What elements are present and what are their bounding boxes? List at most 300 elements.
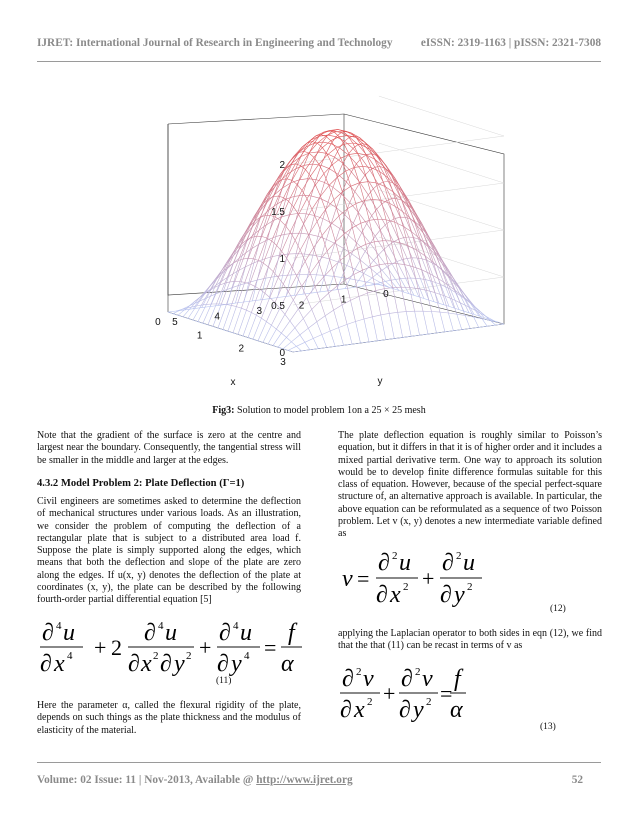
mesh-line <box>325 316 330 331</box>
mesh-line <box>316 174 324 185</box>
mesh-line <box>313 164 322 165</box>
mesh-line <box>399 238 404 240</box>
mesh-line <box>396 264 405 265</box>
mesh-line <box>299 215 304 224</box>
mesh-line <box>305 338 313 342</box>
mesh-line <box>266 257 271 278</box>
mesh-line <box>322 148 327 155</box>
mesh-line <box>228 307 237 332</box>
eq13-pow: 2 <box>356 666 362 678</box>
mesh-line <box>320 301 325 316</box>
z-gridline <box>293 237 504 305</box>
mesh-line <box>446 287 455 308</box>
eq11-pow: 4 <box>56 620 62 632</box>
mesh-line <box>261 298 269 319</box>
equation-13-number: (13) <box>540 722 556 732</box>
eq13-equals: = <box>440 681 453 706</box>
eq13-pow: 2 <box>367 696 373 708</box>
mesh-line <box>327 346 335 347</box>
mesh-line <box>285 207 293 225</box>
mesh-line <box>266 322 271 326</box>
mesh-line <box>356 204 361 224</box>
mesh-line <box>395 217 400 218</box>
mesh-line <box>309 153 314 157</box>
mesh-line <box>417 258 422 259</box>
mesh-line <box>297 276 302 286</box>
eq11-del: ∂ <box>40 651 52 676</box>
mesh-line <box>402 258 407 259</box>
mesh-line <box>353 223 361 233</box>
mesh-line <box>358 203 363 213</box>
mesh-line <box>313 255 322 257</box>
mesh-line <box>168 312 173 314</box>
mesh-line <box>364 317 372 319</box>
equation-13 <box>338 664 468 722</box>
surface-plot-svg <box>100 92 540 397</box>
mesh-line <box>240 282 245 283</box>
eq13-y: y <box>413 697 424 722</box>
mesh-line <box>201 304 206 305</box>
mesh-line <box>326 239 334 243</box>
mesh-line <box>183 317 188 319</box>
mesh-line <box>330 259 339 262</box>
equation-11 <box>36 618 306 676</box>
eq11-equals: = <box>264 635 277 660</box>
mesh-line <box>383 182 388 183</box>
mesh-line <box>223 330 228 332</box>
eq11-pow: 2 <box>186 650 192 662</box>
mesh-line <box>361 158 370 170</box>
mesh-line <box>291 254 296 275</box>
mesh-line <box>213 327 218 329</box>
mesh-line <box>369 219 377 220</box>
eq13-f: f <box>454 666 461 692</box>
mesh-line <box>320 293 328 301</box>
eq13-v: v <box>422 666 433 692</box>
eq11-pow: 4 <box>67 650 73 662</box>
mesh-line <box>339 136 348 137</box>
mesh-line <box>253 259 258 261</box>
mesh-line <box>329 293 334 310</box>
mesh-line <box>310 274 315 287</box>
mesh-line <box>404 238 413 258</box>
eq11-pow: 4 <box>244 650 250 662</box>
mesh-line <box>432 312 440 313</box>
mesh-line <box>331 141 336 148</box>
mesh-line <box>369 267 377 274</box>
mesh-line <box>243 336 248 338</box>
mesh-line <box>339 209 348 216</box>
mesh-line <box>371 168 376 183</box>
mesh-line <box>406 312 411 337</box>
mesh-line <box>428 333 437 334</box>
mesh-line <box>361 155 366 158</box>
mesh-line <box>331 216 339 225</box>
y-tick-label: 3 <box>256 305 263 317</box>
mesh-line <box>465 316 470 329</box>
mesh-line <box>295 240 300 250</box>
mesh-line <box>295 294 303 295</box>
mesh-line <box>415 311 420 335</box>
eq11-pow: 4 <box>158 620 164 632</box>
mesh-line <box>292 250 301 267</box>
mesh-line <box>317 322 322 335</box>
mesh-line <box>278 296 287 297</box>
eq13-pow: 2 <box>426 696 432 708</box>
mesh-line <box>287 258 292 266</box>
mesh-line <box>287 179 292 181</box>
mesh-line <box>262 257 270 260</box>
mesh-line <box>287 240 296 258</box>
mesh-line <box>345 288 354 289</box>
mesh-line <box>293 351 301 352</box>
z-tick-label: 2 <box>279 160 285 171</box>
mesh-line <box>223 305 232 329</box>
equation-11-number: (11) <box>216 676 232 686</box>
eq11-u: u <box>63 620 75 646</box>
x-tick-label: 0 <box>155 317 161 329</box>
eq11-plus: + <box>94 635 107 660</box>
eq13-del: ∂ <box>340 697 352 722</box>
mesh-line <box>331 223 339 229</box>
mesh-line <box>372 317 377 341</box>
mesh-line <box>318 236 326 239</box>
mesh-line <box>235 302 244 303</box>
mesh-line <box>311 176 316 185</box>
mesh-line <box>405 265 413 267</box>
mesh-line <box>336 194 341 208</box>
mesh-line <box>435 293 444 296</box>
mesh-line <box>315 287 320 301</box>
mesh-line <box>308 328 313 338</box>
mesh-line <box>210 305 218 306</box>
journal-link[interactable]: http://www.ijret.org <box>256 774 353 786</box>
mesh-line <box>288 276 296 292</box>
mesh-line <box>263 263 268 267</box>
mesh-line <box>375 230 380 236</box>
mesh-line <box>351 164 356 172</box>
mesh-line <box>322 235 327 251</box>
mesh-line <box>262 236 267 238</box>
mesh-line <box>372 315 380 317</box>
mesh-line <box>367 224 376 237</box>
mesh-line <box>316 257 321 275</box>
page-number: 52 <box>571 774 583 786</box>
mesh-line <box>241 308 246 310</box>
mesh-line <box>290 321 295 328</box>
y-tick-label: 2 <box>298 300 305 312</box>
mesh-line <box>178 315 183 317</box>
mesh-line <box>266 277 275 279</box>
mesh-line <box>356 322 361 344</box>
mesh-line <box>325 275 334 276</box>
eq13-alpha: α <box>450 697 463 722</box>
x-tick-label: 1 <box>196 330 203 342</box>
mesh-line <box>359 280 367 282</box>
mesh-line <box>288 350 293 352</box>
mesh-line <box>368 195 376 209</box>
mesh-line <box>321 165 329 168</box>
mesh-line <box>339 328 344 346</box>
mesh-line <box>360 175 365 182</box>
mesh-line <box>386 220 391 241</box>
eq13-del: ∂ <box>342 666 354 692</box>
mesh-line <box>347 322 355 325</box>
mesh-line <box>365 251 373 260</box>
mesh-line <box>380 230 388 245</box>
eq11-f: f <box>288 620 295 646</box>
mesh-line <box>233 333 238 335</box>
mesh-line <box>281 333 286 337</box>
mesh-line <box>330 169 339 175</box>
mesh-line <box>363 166 371 167</box>
mesh-line <box>385 221 390 225</box>
mesh-line <box>337 177 342 192</box>
mesh-line <box>364 267 369 274</box>
mesh-line <box>263 342 268 344</box>
y-tick-label: 5 <box>172 317 178 329</box>
mesh-line <box>377 204 382 209</box>
eq13-del: ∂ <box>399 697 411 722</box>
y-axis-label: y <box>377 376 383 387</box>
mesh-line <box>293 286 301 300</box>
eq13-plus: + <box>383 681 396 706</box>
mesh-line <box>379 255 387 267</box>
mesh-line <box>258 260 263 263</box>
eq11-plus: + <box>199 635 212 660</box>
mesh-line <box>327 242 335 251</box>
section-heading: 4.3.2 Model Problem 2: Plate Deflection (Γ=1) <box>37 478 245 489</box>
mesh-line <box>474 317 479 327</box>
mesh-line <box>285 314 290 321</box>
mesh-line <box>276 314 285 329</box>
mesh-line <box>413 267 422 270</box>
eq12-plus: + <box>422 566 435 591</box>
mesh-line <box>272 241 277 245</box>
mesh-line <box>202 307 210 308</box>
z-tick-label: 0 <box>279 348 285 359</box>
mesh-line <box>453 330 461 331</box>
mesh-line <box>226 305 231 306</box>
mesh-line <box>418 289 423 312</box>
mesh-line <box>318 219 323 237</box>
mesh-line <box>273 346 278 348</box>
right-paragraph-2: applying the Laplacian operator to both sides in eqn (12), we find that the that (11) can be recast in terms of v as <box>338 628 602 652</box>
mesh-line <box>462 329 470 330</box>
mesh-line <box>253 339 258 341</box>
mesh-line <box>323 142 331 144</box>
y-tick-label: 4 <box>214 311 220 323</box>
eq13-x: x <box>354 697 365 722</box>
mesh-line <box>407 258 412 259</box>
mesh-line <box>378 219 386 220</box>
mesh-line <box>333 187 341 194</box>
mesh-line <box>330 331 335 346</box>
mesh-line <box>308 322 317 328</box>
equation-11-svg <box>36 618 306 676</box>
mesh-line <box>168 311 176 312</box>
mesh-line <box>294 190 302 207</box>
eq12-del: ∂ <box>378 550 390 576</box>
eq12-del: ∂ <box>376 582 388 608</box>
mesh-line <box>244 282 249 302</box>
mesh-line <box>387 199 392 201</box>
mesh-line <box>363 166 368 181</box>
mesh-line <box>301 350 310 351</box>
eq11-x: x <box>54 651 65 676</box>
mesh-line <box>303 309 311 318</box>
mesh-line <box>355 260 360 269</box>
mesh-line <box>336 242 341 260</box>
mesh-line <box>278 337 286 347</box>
mesh-line <box>345 137 350 141</box>
equation-12-number: (12) <box>550 604 566 614</box>
caption-label: Fig3: <box>212 405 235 416</box>
mesh-line <box>208 325 213 327</box>
mesh-line <box>330 328 338 331</box>
mesh-line <box>470 327 479 328</box>
mesh-line <box>275 284 283 303</box>
mesh-line <box>311 292 319 293</box>
mesh-line <box>374 242 379 265</box>
mesh-line <box>326 144 331 154</box>
mesh-line <box>304 151 309 153</box>
mesh-line <box>268 267 273 272</box>
equation-12 <box>338 550 488 608</box>
mesh-line <box>291 342 296 347</box>
mesh-line <box>390 203 395 222</box>
eq12-pow: 2 <box>392 550 398 562</box>
mesh-line <box>318 152 326 153</box>
mesh-line <box>227 303 235 304</box>
mesh-line <box>379 264 387 265</box>
back-wall-top <box>168 114 344 124</box>
mesh-line <box>305 342 310 350</box>
mesh-line <box>351 186 356 204</box>
eq13-del: ∂ <box>401 666 413 692</box>
mesh-line <box>352 343 360 344</box>
mesh-line <box>276 329 281 333</box>
mesh-line <box>295 328 300 335</box>
mesh-line <box>381 313 390 315</box>
mesh-line <box>265 272 274 293</box>
mesh-line <box>231 305 236 306</box>
mesh-line <box>377 340 385 341</box>
mesh-line <box>286 337 291 341</box>
mesh-line <box>346 182 354 192</box>
mesh-line <box>398 312 403 337</box>
eq11-y: y <box>231 651 242 676</box>
eq11-u: u <box>240 620 252 646</box>
mesh-line <box>356 319 365 322</box>
mesh-line <box>416 278 421 279</box>
mesh-line <box>338 163 343 174</box>
mesh-line <box>395 222 403 226</box>
mesh-line <box>347 324 352 344</box>
mesh-line <box>412 232 417 250</box>
mesh-line <box>318 348 327 349</box>
mesh-line <box>423 311 428 334</box>
mesh-line <box>290 309 298 321</box>
mesh-line <box>334 192 343 200</box>
mesh-line <box>362 233 371 244</box>
eq11-del: ∂ <box>42 620 54 646</box>
mesh-line <box>457 314 465 315</box>
mesh-line <box>496 324 504 325</box>
mesh-line <box>364 319 369 342</box>
mesh-line <box>321 196 326 209</box>
mesh-line <box>479 326 487 327</box>
mesh-line <box>357 248 362 270</box>
journal-title: IJRET: International Journal of Research in Engineering and Technology <box>37 37 393 49</box>
mesh-line <box>310 234 319 236</box>
mesh-line <box>326 210 331 225</box>
mesh-line <box>326 136 331 141</box>
caption-text: Solution to model problem 1on a 25 × 25 mesh <box>234 405 426 416</box>
mesh-line <box>400 243 405 265</box>
mesh-line <box>310 349 318 350</box>
running-header <box>37 37 601 49</box>
mesh-line <box>261 299 270 300</box>
mesh-line <box>244 301 252 302</box>
mesh-line <box>300 250 305 261</box>
mesh-line <box>448 313 453 331</box>
header-rule <box>37 61 601 62</box>
mesh-line <box>307 298 312 310</box>
mesh-line <box>309 235 314 248</box>
mesh-line <box>376 283 381 284</box>
mesh-line <box>303 195 312 196</box>
eq11-two: 2 <box>111 635 122 660</box>
mesh-line <box>370 243 378 255</box>
eq12-v: v <box>342 566 353 592</box>
mesh-line <box>265 293 270 297</box>
mesh-line <box>283 275 292 276</box>
mesh-line <box>311 196 319 198</box>
eq11-x: x <box>141 651 152 676</box>
mesh-line <box>420 334 428 335</box>
mesh-line <box>305 254 313 255</box>
mesh-line <box>487 325 496 326</box>
mesh-line <box>286 328 295 338</box>
mesh-line <box>331 225 336 242</box>
mesh-line <box>236 307 241 309</box>
z-tick-label: 1 <box>279 254 285 265</box>
mesh-line <box>304 209 312 224</box>
mesh-line <box>352 228 357 249</box>
mesh-line <box>335 345 343 346</box>
mesh-line <box>316 275 324 276</box>
eq11-pow: 4 <box>233 620 239 632</box>
mesh-line <box>398 312 407 313</box>
y-tick-label: 1 <box>340 294 347 306</box>
eq13-v: v <box>363 666 374 692</box>
mesh-line <box>258 341 263 343</box>
mesh-line <box>294 195 302 196</box>
mesh-line <box>397 260 402 262</box>
mesh-line <box>306 214 314 216</box>
mesh-line <box>291 335 300 342</box>
mesh-line <box>270 277 279 297</box>
mesh-line <box>271 325 276 329</box>
mesh-line <box>188 319 193 321</box>
left-paragraph-1: Note that the gradient of the surface is zero at the centre and largest near the boundary. Consequently, the tangential stress will be smaller in the middle and larger at the edges. <box>37 430 301 466</box>
mesh-line <box>310 216 315 235</box>
mesh-line <box>349 153 358 154</box>
z-gridline <box>293 96 504 164</box>
mesh-line <box>375 167 383 182</box>
mesh-line <box>295 275 300 296</box>
